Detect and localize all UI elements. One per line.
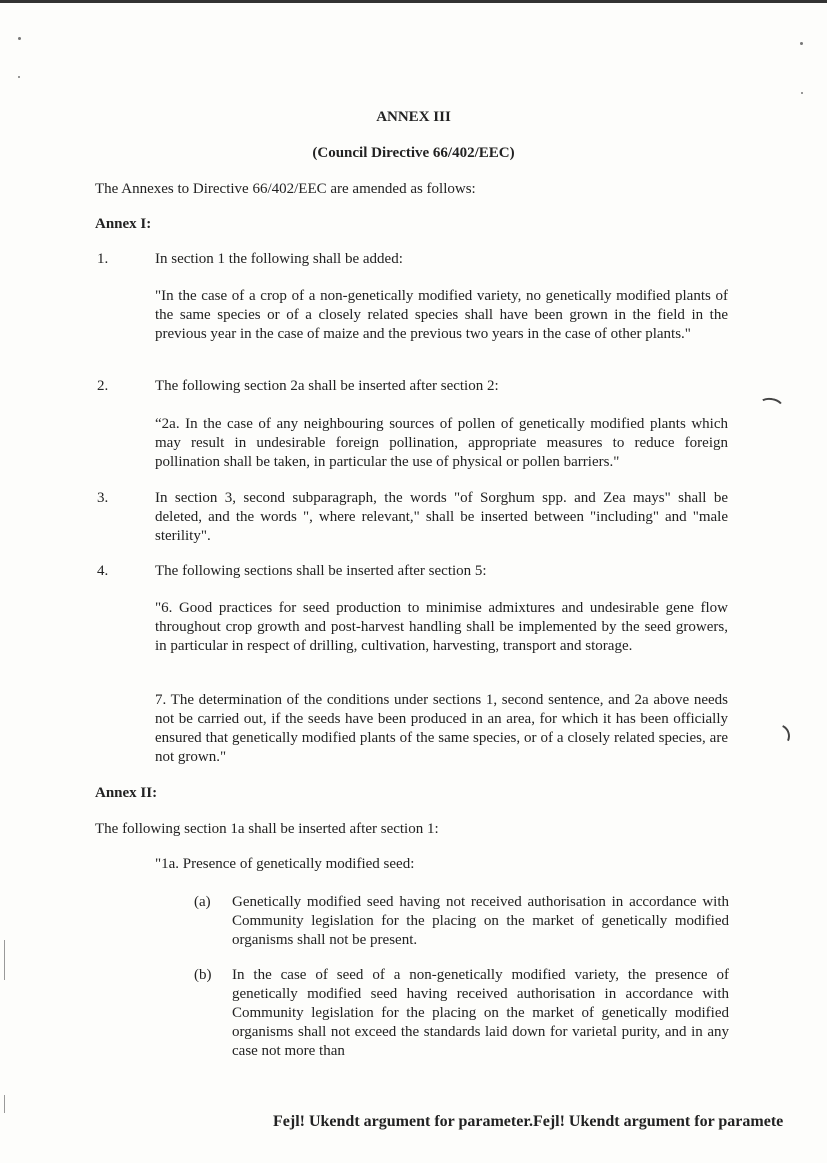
item-number: 3.	[97, 490, 109, 506]
scan-speck	[800, 42, 803, 45]
item-quote: "6. Good practices for seed production to minimise admixtures and undesirable gene flow throughout crop growth and post-harvest handling shall be implemented by the seed growers, in particular in respect of drilling, cultivation, harvesting, transport and storage.	[155, 600, 728, 654]
annex2-heading: Annex II:	[95, 785, 158, 801]
scan-mark	[757, 396, 786, 418]
page-subtitle: (Council Directive 66/402/EEC)	[312, 145, 515, 161]
point-text: Genetically modified seed having not received authorisation in accordance with Community legislation for the placing on the market of genetically modified organisms shall not be present.	[232, 894, 729, 948]
point-text: In the case of seed of a non-genetically modified variety, the presence of genetically modified seed having received authorisation in accordance with Community legislation for the placing on the market of genetically modified organisms shall not exceed the standards laid down for varietal purity, and in any case not more than	[232, 967, 729, 1059]
page-title: ANNEX III	[376, 109, 451, 125]
footer-error-text: Fejl! Ukendt argument for parameter.Fejl! Ukendt argument for paramete	[273, 1113, 784, 1130]
item-text: In section 1 the following shall be added:	[155, 251, 403, 267]
scan-speck	[18, 37, 21, 40]
scan-speck	[18, 76, 20, 78]
item-number: 4.	[97, 563, 109, 579]
point-label: (b)	[194, 967, 212, 983]
annex1-heading: Annex I:	[95, 216, 152, 232]
top-border	[0, 0, 827, 3]
item-quote: "In the case of a crop of a non-genetically modified variety, no genetically modified plants of the same species or of a closely related species shall have been grown in the field in the previous year in the case of maize and the previous two years in the case of other plants."	[155, 288, 728, 342]
annex2-intro: The following section 1a shall be inserted after section 1:	[95, 821, 439, 837]
item-text: In section 3, second subparagraph, the words "of Sorghum spp. and Zea mays" shall be deleted, and the words ", where relevant," shall be inserted between "including" and "male sterility".	[155, 490, 728, 544]
margin-rule	[4, 940, 5, 980]
intro-text: The Annexes to Directive 66/402/EEC are amended as follows:	[95, 181, 476, 197]
item-quote: “2a. In the case of any neighbouring sources of pollen of genetically modified plants which may result in undesirable foreign pollination, appropriate measures to reduce foreign pollination shall be taken, in particular the use of physical or pollen barriers."	[155, 416, 728, 470]
item-quote: 7. The determination of the conditions under sections 1, second sentence, and 2a above needs not be carried out, if the seeds have been produced in an area, for which it has been officially ensured that genetically modified plants of the same species, or of a closely related species, are not grown."	[155, 692, 728, 765]
item-number: 1.	[97, 251, 109, 267]
item-number: 2.	[97, 378, 109, 394]
scan-speck	[801, 92, 803, 94]
annex2-subheading: "1a. Presence of genetically modified seed:	[155, 856, 415, 872]
scan-mark	[763, 721, 794, 752]
item-text: The following section 2a shall be inserted after section 2:	[155, 378, 499, 394]
point-label: (a)	[194, 894, 211, 910]
margin-rule	[4, 1095, 5, 1113]
item-text: The following sections shall be inserted after section 5:	[155, 563, 487, 579]
